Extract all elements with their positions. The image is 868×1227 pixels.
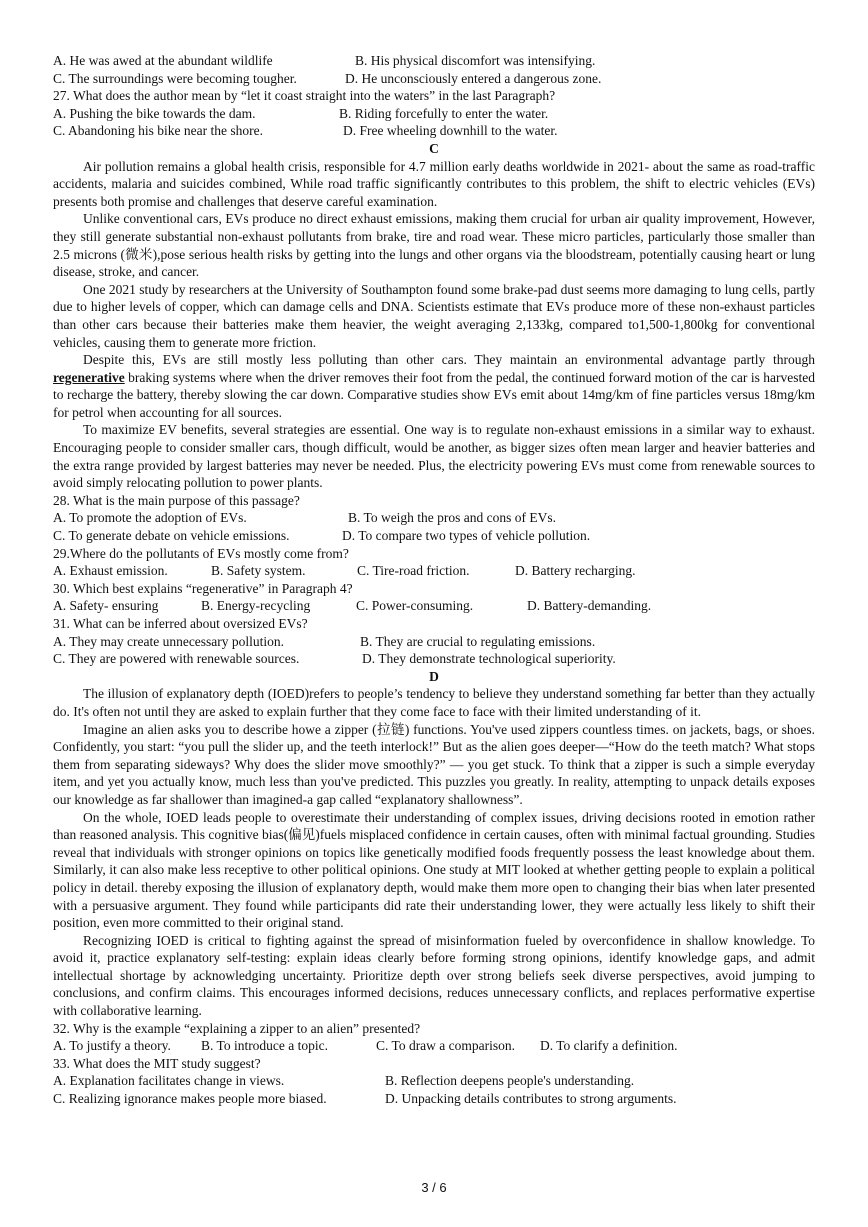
q27-option-b: B. Riding forcefully to enter the water.	[339, 105, 549, 121]
q29-option-d: D. Battery recharging.	[515, 563, 636, 579]
passage-c-p4-start: Despite this, EVs are still mostly less polluting than other cars. They maintain an environmental advantage partly through	[83, 352, 815, 368]
q28-option-c: C. To generate debate on vehicle emissions.	[53, 528, 290, 544]
q27-option-d: D. Free wheeling downhill to the water.	[343, 123, 558, 139]
q32-stem: 32. Why is the example “explaining a zipper to an alien” presented?	[53, 1020, 421, 1036]
q30-stem: 30. Which best explains “regenerative” in Paragraph 4?	[53, 580, 353, 596]
q33-options-row-1	[53, 1072, 815, 1090]
q28-option-a: A. To promote the adoption of EVs.	[53, 510, 247, 526]
q31-options-row-2	[53, 650, 815, 668]
q29-option-a: A. Exhaust emission.	[53, 563, 168, 579]
q31-option-d: D. They demonstrate technological superiority.	[362, 651, 616, 667]
q26-option-a: A. He was awed at the abundant wildlife	[53, 53, 273, 68]
q29-stem: 29.Where do the pollutants of EVs mostly come from?	[53, 545, 349, 561]
q33-options-row-2	[53, 1090, 815, 1108]
q31-option-a: A. They may create unnecessary pollution.	[53, 633, 285, 649]
passage-c-paragraph-2: Unlike conventional cars, EVs produce no direct exhaust emissions, making them crucial for urban air quality improvement, However, they still generate substantial non-exhaust pollutants from brake, tire and road wear. These micro particles, particularly those smaller than 2.5 microns (微米),pose serious health risks by getting into the lungs and other organs via the bloodstream, potentially causing heart or lung disease, stroke, and cancer.	[53, 211, 815, 280]
q26-options-row-2	[53, 70, 815, 88]
page-number: 3 / 6	[421, 1180, 447, 1195]
passage-c-paragraph-1: Air pollution remains a global health crisis, responsible for 4.7 million early deaths worldwide in 2021- about the same as road-traffic accidents, malaria and suicides combined, While road traffic significantly contributes to this problem, the shift to electric vehicles (EVs) presents both promise and challenges that deserve careful examination.	[53, 158, 815, 209]
passage-d-paragraph-3: On the whole, IOED leads people to overestimate their understanding of complex issues, driving decisions rooted in emotion rather than reasoned analysis. This cognitive bias(偏见)fuels misplaced confidence in certain causes, often with minimal factual grounding. Studies reveal that individuals with stronger opinions on topics like genetically modified foods frequently possess the least knowledge about them. Similarly, it can also make less receptive to other political opinions. One study at MIT looked at whether getting people to explain a political policy in detail. thereby exposing the illusion of explanatory depth, would make them more open to changing their bias when later presented with a persuasive argument. They found while participants did rate their understanding lower, they were actually less likely to shift their position, even more committed to their original stand.	[53, 809, 815, 931]
passage-c-paragraph-3: One 2021 study by researchers at the University of Southampton found some brake-pad dust seems more damaging to lung cells, partly due to higher levels of copper, which can damage cells and DNA. Scientists estimate that EVs produce more of these non-exhaust particles than other cars because their batteries make them heavier, the weight averaging 2,133kg, compared to1,500-1,800kg for conventional vehicles, causing them to generate more friction.	[53, 281, 815, 350]
passage-c-paragraph-4	[53, 351, 815, 421]
section-c-heading: C	[429, 140, 439, 156]
section-d-heading: D	[429, 668, 439, 684]
q33-option-a: A. Explanation facilitates change in views.	[53, 1073, 285, 1089]
q29-options	[53, 562, 815, 580]
highlighted-word-regenerative: regenerative	[53, 369, 125, 385]
q31-stem: 31. What can be inferred about oversized EVs?	[53, 616, 308, 631]
q29-option-c: C. Tire-road friction.	[357, 563, 470, 579]
q31-options-row-1	[53, 633, 815, 651]
q32-option-b: B. To introduce a topic.	[201, 1038, 329, 1054]
passage-c-p4-end: braking systems where when the driver removes their foot from the pedal, the continued forward motion of the car is harvested to recharge the battery, thereby slowing the car down. Comparative studies show EVs emit about 14mg/km of fine particles versus 18mg/km for petrol when accounting for all sources.	[53, 369, 815, 420]
q33-option-b: B. Reflection deepens people's understanding.	[385, 1073, 635, 1089]
q28-stem: 28. What is the main purpose of this passage?	[53, 492, 300, 508]
q29-option-b: B. Safety system.	[211, 563, 306, 579]
q30-options	[53, 597, 815, 615]
passage-d-paragraph-4: Recognizing IOED is critical to fighting against the spread of misinformation fueled by overconfidence in shallow knowledge. To avoid it, practice explanatory self-testing: explain ideas clearly before forming strong opinions, identify knowledge gaps, and admit intellectual shortage by acknowledging uncertainty. Prioritize depth over strong beliefs seek diverse perspectives, avoid jumping to conclusions, and confirm claims. This encourages informed decisions, reduces unnecessary conflicts, and replaces performative expertise with collaborative learning.	[53, 932, 815, 1019]
q28-option-b: B. To weigh the pros and cons of EVs.	[348, 510, 557, 526]
q28-options-row-2	[53, 527, 815, 545]
q27-options-row-2	[53, 122, 815, 140]
q27-option-a: A. Pushing the bike towards the dam.	[53, 105, 256, 121]
q30-option-a: A. Safety- ensuring	[53, 598, 159, 614]
q33-option-d: D. Unpacking details contributes to strong arguments.	[385, 1091, 677, 1107]
q27-stem: 27. What does the author mean by “let it coast straight into the waters” in the last Paragraph?	[53, 88, 556, 104]
q28-option-d: D. To compare two types of vehicle pollution.	[342, 528, 591, 544]
q30-option-d: D. Battery-demanding.	[527, 598, 652, 614]
q31-option-b: B. They are crucial to regulating emissions.	[360, 633, 596, 649]
passage-d-paragraph-2: Imagine an alien asks you to describe howe a zipper (拉链) functions. You've used zippers countless times. on jackets, bags, or shoes. Confidently, you start: “you pull the slider up, and the teeth interlock!” But as the alien goes deeper—“How do the teeth match? What stops them from separating sideways? Why does the slider move smoothly?” — you get stuck. To think that a zipper is such a simple everyday item, and yet you actually know, much less than you've predicted. This puzzles you greatly. In reality, attempting to unpack details exposes our knowledge as far shallower than imagined-a gap called “explanatory shallowness”.	[53, 721, 815, 807]
passage-c-paragraph-5: To maximize EV benefits, several strategies are essential. One way is to regulate non-exhaust emissions in a similar way to exhaust. Encouraging people to consider smaller cars, though difficult, would be another, as bigger sizes often mean larger and heavier batteries and the extra range provided by largest batteries may never be needed. Plus, the electricity powering EVs must come from renewable sources to avoid simply relocating pollution to power plants.	[53, 422, 815, 491]
passage-d-paragraph-1: The illusion of explanatory depth (IOED)refers to people’s tendency to believe they understand something far better than they actually do. It's often not until they are asked to explain further that they come face to face with their limited understanding of it.	[53, 686, 815, 719]
exam-page-content	[53, 52, 815, 1108]
q33-option-c: C. Realizing ignorance makes people more biased.	[53, 1091, 327, 1107]
q26-option-c: C. The surroundings were becoming tougher.	[53, 70, 297, 86]
q33-stem: 33. What does the MIT study suggest?	[53, 1055, 261, 1071]
q32-option-a: A. To justify a theory.	[53, 1038, 171, 1054]
q32-options	[53, 1037, 815, 1055]
q28-options-row-1	[53, 509, 815, 527]
q30-option-b: B. Energy-recycling	[201, 598, 311, 614]
q26-options-row-1	[53, 52, 815, 70]
q27-options-row-1	[53, 105, 815, 123]
q32-option-d: D. To clarify a definition.	[540, 1038, 678, 1054]
q26-option-b: B. His physical discomfort was intensifying.	[355, 53, 596, 68]
q32-option-c: C. To draw a comparison.	[376, 1038, 516, 1054]
q31-option-c: C. They are powered with renewable sources.	[53, 651, 300, 667]
q30-option-c: C. Power-consuming.	[356, 598, 474, 614]
q26-option-d: D. He unconsciously entered a dangerous zone.	[345, 70, 602, 86]
q27-option-c: C. Abandoning his bike near the shore.	[53, 123, 263, 139]
